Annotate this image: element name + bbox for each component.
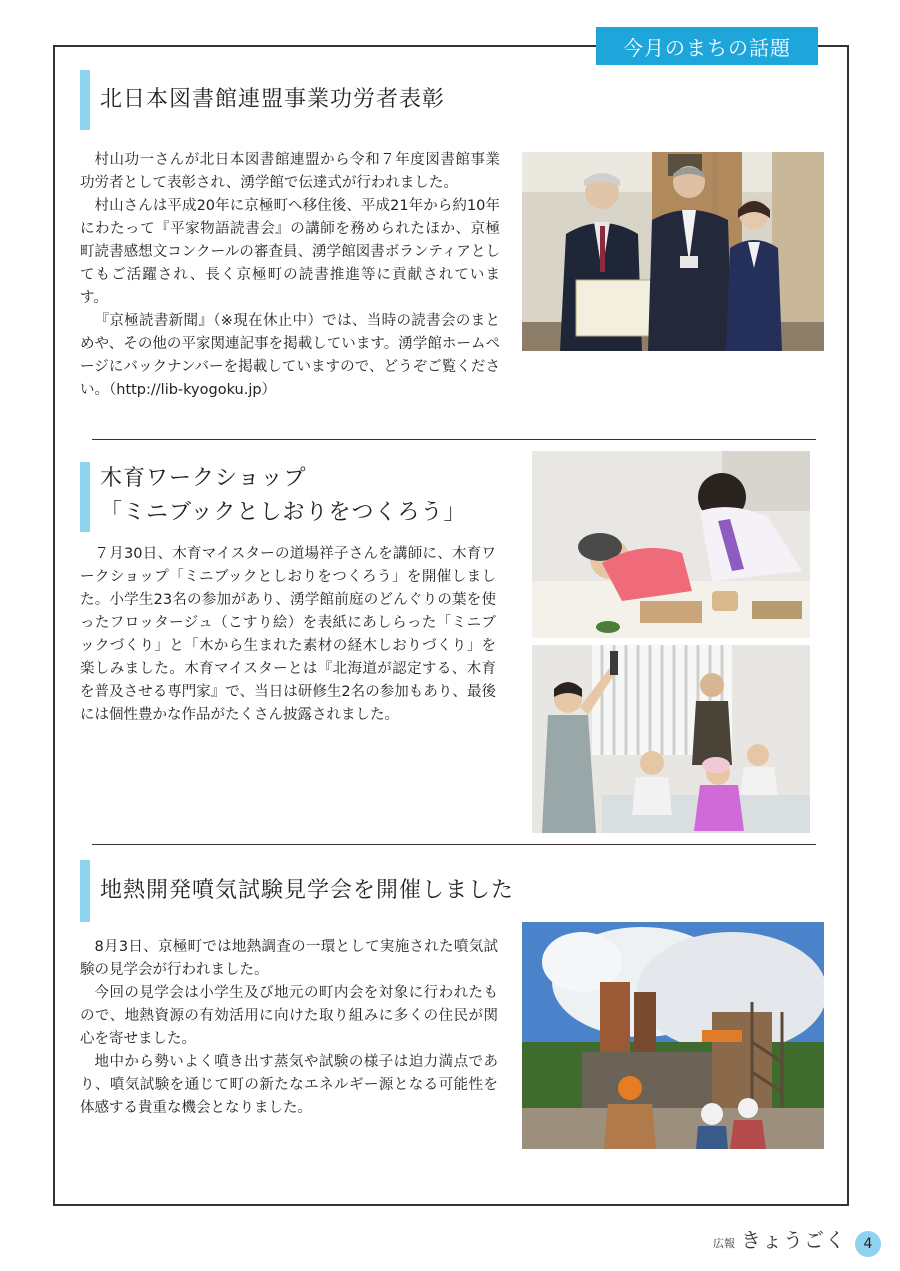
section-divider [92, 844, 816, 845]
article-1-paragraph: 村山功一さんが北日本図書館連盟から令和７年度図書館事業功労者として表彰され、湧学館で伝達式が行われました。 [80, 152, 500, 191]
article-1-paragraph: 『京極読書新聞』（※現在休止中）では、当時の読書会のまとめや、その他の平家関連記事を掲載しています。湧学館ホームページにバックナンバーを掲載していますので、どうぞご覧ください。（http://lib-kyogoku.jp） [80, 313, 500, 398]
article-2-heading [80, 462, 466, 532]
heading-accent-bar [80, 860, 90, 922]
publication-brand [713, 1224, 846, 1253]
article-1-title: 北日本図書館連盟事業功労者表彰 [100, 87, 446, 112]
section-divider [92, 439, 816, 440]
article-1-body [80, 149, 500, 402]
brand-label-small: 広報 [713, 1237, 735, 1250]
article-2-paragraph: ７月30日、木育マイスターの道場祥子さんを講師に、木育ワークショップ「ミニブックとしおりをつくろう」を開催しました。小学生23名の参加があり、湧学館前庭のどんぐりの葉を使ったフロッタージュ（こすり絵）を表紙にあしらった「ミニブックづくり」と「木から生まれた素材の経木しおりづくり」を楽しみました。木育マイスターとは『北海道が認定する、木育を普及させる専門家』で、当日は研修生2名の参加もあり、最後には個性豊かな作品がたくさん披露されました。 [80, 546, 496, 723]
article-3-paragraph: 8月3日、京極町では地熱調査の一環として実施された噴気試験の見学会が行われました。 [80, 939, 498, 978]
article-1-heading [80, 70, 445, 130]
article-3-paragraph: 地中から勢いよく噴き出す蒸気や試験の様子は迫力満点であり、噴気試験を通じて町の新たなエネルギー源となる可能性を体感する貴重な機会となりました。 [80, 1054, 498, 1116]
article-3-body [80, 936, 498, 1120]
heading-accent-bar [80, 462, 90, 532]
section-banner: 今月のまちの話題 [596, 27, 818, 65]
workshop-photo-children [532, 451, 810, 638]
page-number: 4 [855, 1231, 881, 1257]
geothermal-test-photo [522, 922, 824, 1149]
article-2-title-line: 木育ワークショップ [100, 466, 307, 491]
article-2-body [80, 543, 496, 727]
article-1-paragraph: 村山さんは平成20年に京極町へ移住後、平成21年から約10年にわたって『平家物語読書会』の講師を務められたほか、京極町読書感想文コンクールの審査員、湧学館図書ボランティアとしてもご活躍され、長く京極町の読書推進等に貢献されています。 [80, 198, 500, 306]
award-ceremony-photo [522, 152, 824, 351]
workshop-photo-classroom [532, 645, 810, 833]
article-3-heading [80, 860, 514, 922]
brand-label-big: きょうごく [741, 1228, 846, 1252]
heading-accent-bar [80, 70, 90, 130]
article-2-title-line: 「ミニブックとしおりをつくろう」 [100, 500, 467, 525]
article-3-paragraph: 今回の見学会は小学生及び地元の町内会を対象に行われたもので、地熱資源の有効活用に向けた取り組みに多くの住民が関心を寄せました。 [80, 985, 498, 1047]
article-3-title: 地熱開発噴気試験見学会を開催しました [100, 878, 515, 903]
